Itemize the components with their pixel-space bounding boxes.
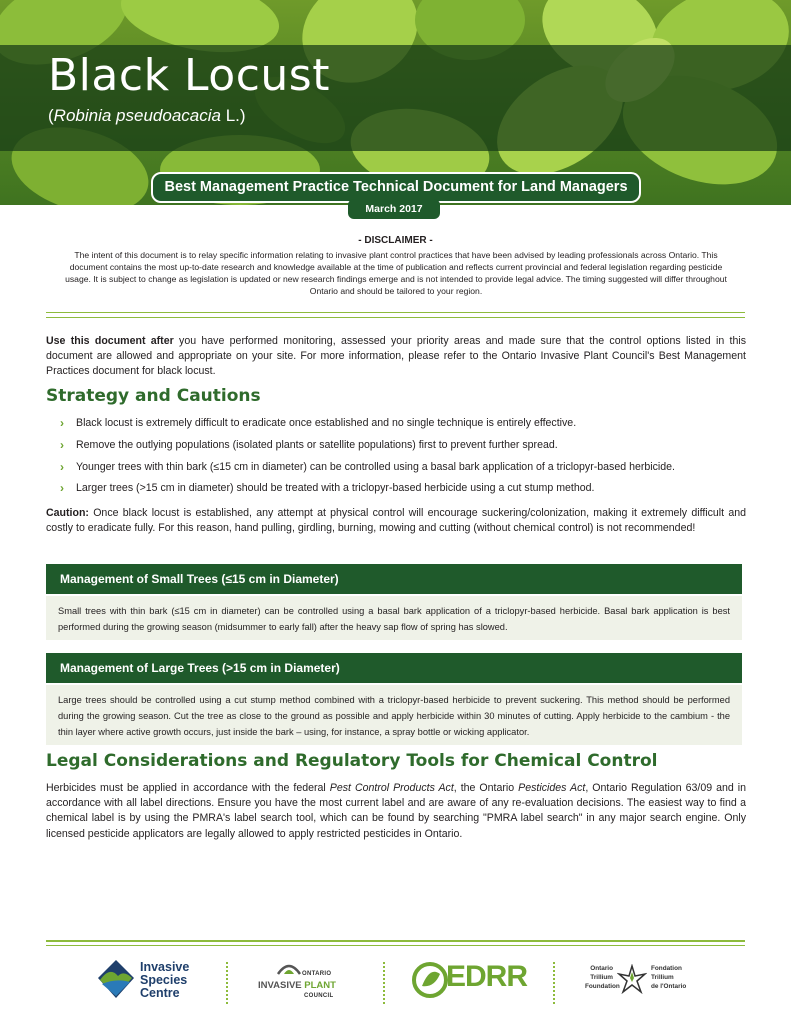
disclaimer-text: The intent of this document is to relay specific information relating to invasive plant control practices that have been advised by leading professionals across Ontario. This document contains the most up-to-date research and knowledge available at the time of publication and reflects current provincial and federal legislation regarding pesticide usage. It is subject to change as legislation is updated or new research findings emerge and is not intended to provide legal advice. The timing suggested will differ throughout Ontario and should be tailored to your region. <box>65 250 727 297</box>
legal-paragraph: Herbicides must be applied in accordance with the federal Pest Control Products Act, the Ontario Pesticides Act, Ontario Regulation 63/09 and in accordance with all label directions. Ensure you have the most current label and are aware of any re-evaluation decisions. The easiest way to find a chemical label is by using the PMRA's label search tool, which can be found by searching "PMRA label search" in any major search engine. Only licensed pesticide applicators are legally allowed to apply restricted pesticides in Ontario. <box>46 782 746 840</box>
edrr-leaf-icon <box>412 962 448 998</box>
list-item: › Remove the outlying populations (isolated plants or satellite populations) first to prevent further spread. <box>60 437 558 452</box>
small-trees-heading: Management of Small Trees (≤15 cm in Diameter) <box>46 564 742 594</box>
edrr-wordmark: EDRR <box>446 960 528 993</box>
document-type-banner: Best Management Practice Technical Document for Land Managers <box>151 172 641 203</box>
oipc-leaf-icon <box>276 960 302 976</box>
intro-paragraph: Use this document after you have performed monitoring, assessed your priority areas and made sure that the control options listed in this document are allowed and appropriate on your site. For more information, please refer to the Ontario Invasive Plant Council's Best Management Practices document for black locust. <box>46 335 746 378</box>
otf-logo <box>585 964 705 1000</box>
publication-date: March 2017 <box>348 199 440 219</box>
disclaimer-title: - DISCLAIMER - <box>358 235 433 246</box>
isc-name: Invasive Species Centre <box>140 960 190 1000</box>
chevron-right-icon: › <box>60 459 64 474</box>
oipc-ontario: ONTARIO <box>302 971 332 977</box>
oipc-council: COUNCIL <box>304 993 334 999</box>
large-trees-heading: Management of Large Trees (>15 cm in Diameter) <box>46 653 742 683</box>
strategy-heading: Strategy and Cautions <box>46 386 261 406</box>
strategy-list <box>60 416 750 503</box>
isc-emblem-icon <box>96 958 136 1000</box>
divider <box>46 312 745 313</box>
scientific-name: (Robinia pseudoacacia L.) <box>48 106 246 125</box>
otf-french: Fondation Trillium de l'Ontario <box>651 965 687 990</box>
chevron-right-icon: › <box>60 416 64 430</box>
legal-heading: Legal Considerations and Regulatory Tools for Chemical Control <box>46 751 658 771</box>
list-item: › Larger trees (>15 cm in diameter) should be treated with a triclopyr-based herbicide using a cut stump method. <box>60 481 595 496</box>
chevron-right-icon: › <box>60 481 64 496</box>
divider <box>46 317 745 318</box>
isc-logo <box>96 958 206 1003</box>
oipc-logo <box>258 960 368 1002</box>
footer-separator <box>226 962 228 1004</box>
trillium-icon <box>617 964 647 994</box>
chevron-right-icon: › <box>60 437 64 452</box>
list-item: › Younger trees with thin bark (≤15 cm in diameter) can be controlled using a basal bark application of a triclopyr-based herbicide. <box>60 459 675 474</box>
caution-paragraph: Caution: Once black locust is established, any attempt at physical control will encourage suckering/colonization, making it extremely difficult and costly to eradicate fully. For this reason, hand pulling, girdling, burning, mowing and cutting (without chemical control) is not recommended! <box>46 507 746 535</box>
otf-english: Ontario Trillium Foundation <box>585 965 620 990</box>
large-trees-text: Large trees should be controlled using a cut stump method combined with a triclopyr-based herbicide to prevent suckering. This method should be performed during the growing season. Cut the tree as close to the ground as possible and apply herbicide within 30 minutes of cutting. Apply herbicide to the cambium - the thin layer where active growth occurs, just inside the bark – using, for instance, a spray bottle or wicking applicator. <box>46 685 742 745</box>
small-trees-text: Small trees with thin bark (≤15 cm in diameter) can be controlled using a basal bark application of a triclopyr-based herbicide. Basal bark application is best performed during the growing season (midsummer to early fall) after the heavy sap flow of spring has slowed. <box>46 596 742 640</box>
footer-divider <box>46 945 745 946</box>
footer-separator <box>383 962 385 1004</box>
footer-divider <box>46 940 745 942</box>
page-title: Black Locust <box>48 50 330 101</box>
footer-separator <box>553 962 555 1004</box>
edrr-logo <box>412 960 532 1000</box>
list-item: › Black locust is extremely difficult to eradicate once established and no single technique is entirely effective. <box>60 416 577 430</box>
oipc-main: INVASIVE PLANT <box>258 980 336 991</box>
